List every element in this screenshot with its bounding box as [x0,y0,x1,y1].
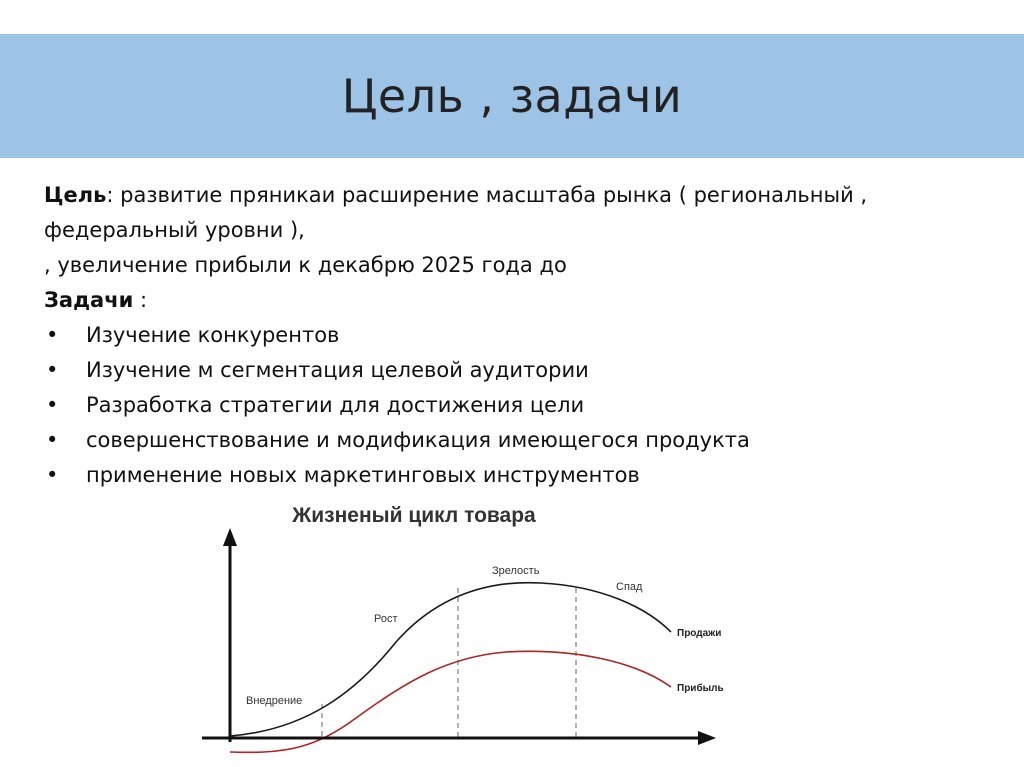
task-item [44,318,984,353]
slide-title: Цель , задачи [341,69,683,123]
task-item [44,458,984,493]
diagram-title: Жизненый цикл товара [292,504,536,527]
task-item [44,353,984,388]
goal-line-2: федеральный уровни ), [44,218,305,242]
stage-label-maturity: Зрелость [492,565,540,577]
top-strip [0,0,1024,34]
stage-label-decline: Спад [616,581,643,593]
goal-label: Цель [44,183,107,207]
task-item [44,423,984,458]
bullet-icon: • [46,463,59,487]
task-text: совершенствование и модификация имеющегося продукта [86,428,750,452]
tasks-heading [44,283,984,318]
slide-content [44,178,984,493]
task-item [44,388,984,423]
life-cycle-svg [196,492,756,767]
tasks-list [44,318,984,493]
tasks-label: Задачи [44,288,134,312]
bullet-icon: • [46,358,59,382]
goal-line-1 [44,178,984,213]
stage-label-growth: Рост [374,613,398,625]
bullet-icon: • [46,393,59,417]
profit-curve-label: Прибыль [677,683,724,694]
task-text: Изучение м сегментация целевой аудитории [86,358,589,382]
goal-line-3: , увеличение прибыли к декабрю 2025 года до [44,253,567,277]
stage-label-introduction: Внедрение [246,695,303,707]
x-axis-arrow-icon [698,731,716,745]
task-text: Разработка стратегии для достижения цели [86,393,585,417]
goal-text-1: : развитие пряникаи расширение масштаба рынка ( региональный , [106,183,868,207]
bullet-icon: • [46,428,59,452]
task-text: применение новых маркетинговых инструментов [86,463,640,487]
tasks-label-suffix: : [133,288,148,312]
product-life-cycle-diagram [196,492,756,767]
title-band [0,34,1024,158]
task-text: Изучение конкурентов [86,323,340,347]
y-axis-arrow-icon [223,528,237,546]
sales-curve-label: Продажи [677,628,722,639]
bullet-icon: • [46,323,59,347]
